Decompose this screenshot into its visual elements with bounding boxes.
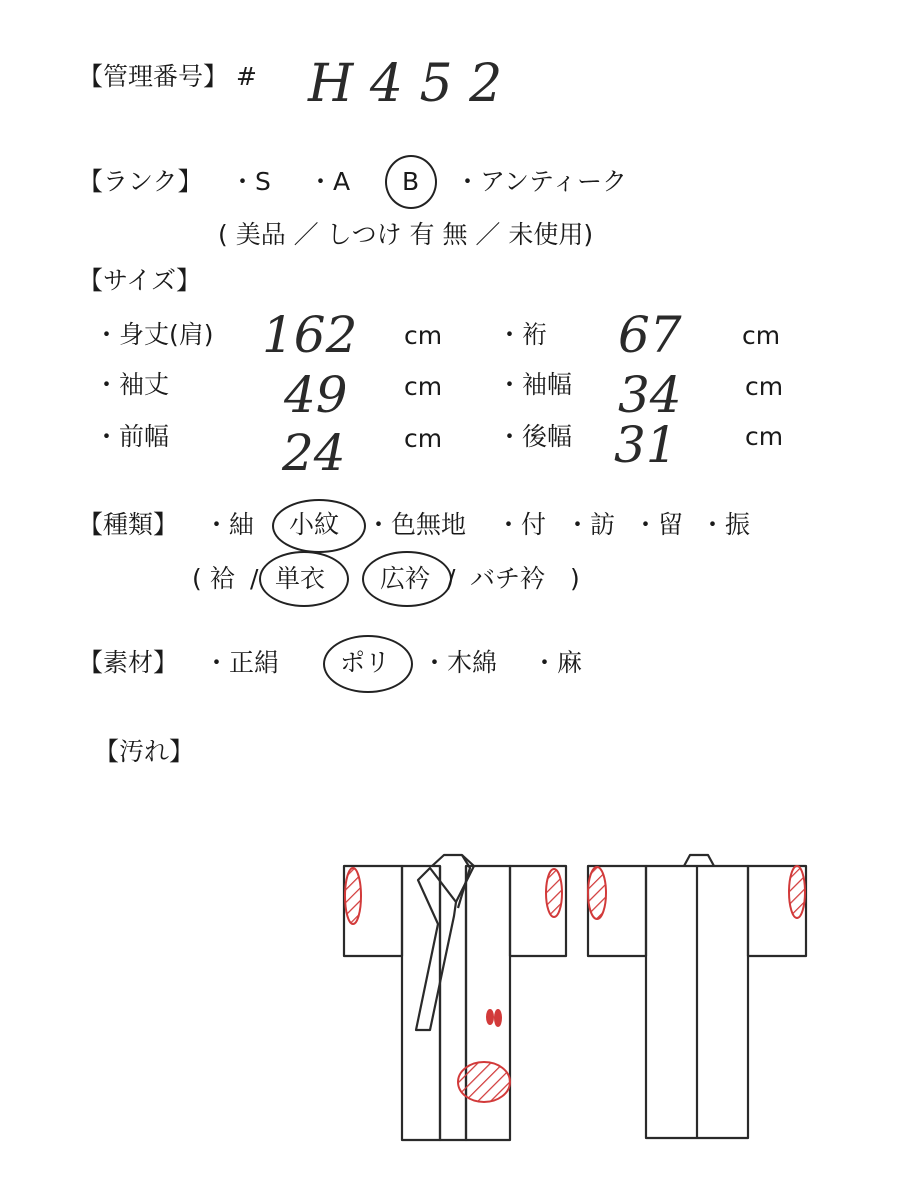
kind-tsuke: ・付 [496, 510, 547, 539]
size-shoulder-label: ・身丈(肩) [94, 320, 214, 349]
kind-close: ) [570, 564, 580, 593]
kind-label: 【種類】 [78, 510, 179, 539]
rank-condition: ( 美品 ／ しつけ 有 無 ／ 未使用) [218, 220, 594, 249]
size-sodehaba-unit: cm [745, 372, 784, 401]
id-label: 【管理番号】 # [78, 62, 257, 91]
rank-option-a: ・A [308, 167, 351, 196]
material-label: 【素材】 [78, 648, 179, 677]
rank-option-antique: ・アンティーク [455, 167, 628, 196]
kind-homon: ・訪 [565, 510, 616, 539]
stains-label: 【汚れ】 [94, 737, 195, 766]
size-sodehaba-value: 34 [618, 366, 682, 424]
size-ushirohaba-unit: cm [745, 422, 784, 451]
rank-label: 【ランク】 [78, 167, 203, 196]
size-sodehaba-label: ・袖幅 [497, 370, 573, 399]
material-poly: ポリ [340, 648, 391, 677]
material-hemp: ・麻 [532, 648, 583, 677]
size-maehaba-unit: cm [404, 424, 443, 453]
size-shoulder-value: 162 [262, 306, 358, 364]
size-label: 【サイズ】 [78, 266, 202, 295]
size-yuki-value: 67 [618, 306, 682, 364]
size-ushirohaba-value: 31 [614, 416, 678, 474]
kind-awase: ( 袷 [192, 564, 235, 593]
size-maehaba-label: ・前幅 [94, 422, 170, 451]
kind-tsumugi: ・紬 [204, 510, 255, 539]
size-shoulder-unit: cm [404, 321, 443, 350]
id-value: H 4 5 2 [308, 54, 503, 114]
stain-marks [345, 866, 805, 1102]
kind-furi: ・振 [700, 510, 751, 539]
kind-hitoe: 単衣 [275, 564, 326, 593]
kind-sep-2: / [447, 564, 456, 593]
kimono-front-outline [344, 855, 566, 1140]
kind-tome: ・留 [633, 510, 684, 539]
kind-komon: 小紋 [289, 510, 340, 539]
kind-hiroeri: 広衿 [380, 564, 431, 593]
material-silk: ・正絹 [204, 648, 280, 677]
size-yuki-label: ・裄 [497, 320, 548, 349]
size-yuki-unit: cm [742, 321, 781, 350]
size-sodetake-unit: cm [404, 372, 443, 401]
rank-option-b: B [402, 167, 420, 196]
kimono-back-outline [588, 855, 806, 1138]
size-maehaba-value: 24 [282, 424, 346, 482]
size-sodetake-value: 49 [284, 366, 348, 424]
kind-bachieri: バチ衿 [470, 564, 546, 593]
kind-sep-1: / [250, 564, 259, 593]
rank-option-s: ・S [230, 167, 271, 196]
size-ushirohaba-label: ・後幅 [497, 422, 573, 451]
kind-iromuji: ・色無地 [366, 510, 467, 539]
size-sodetake-label: ・袖丈 [94, 370, 170, 399]
material-cotton: ・木綿 [422, 648, 498, 677]
